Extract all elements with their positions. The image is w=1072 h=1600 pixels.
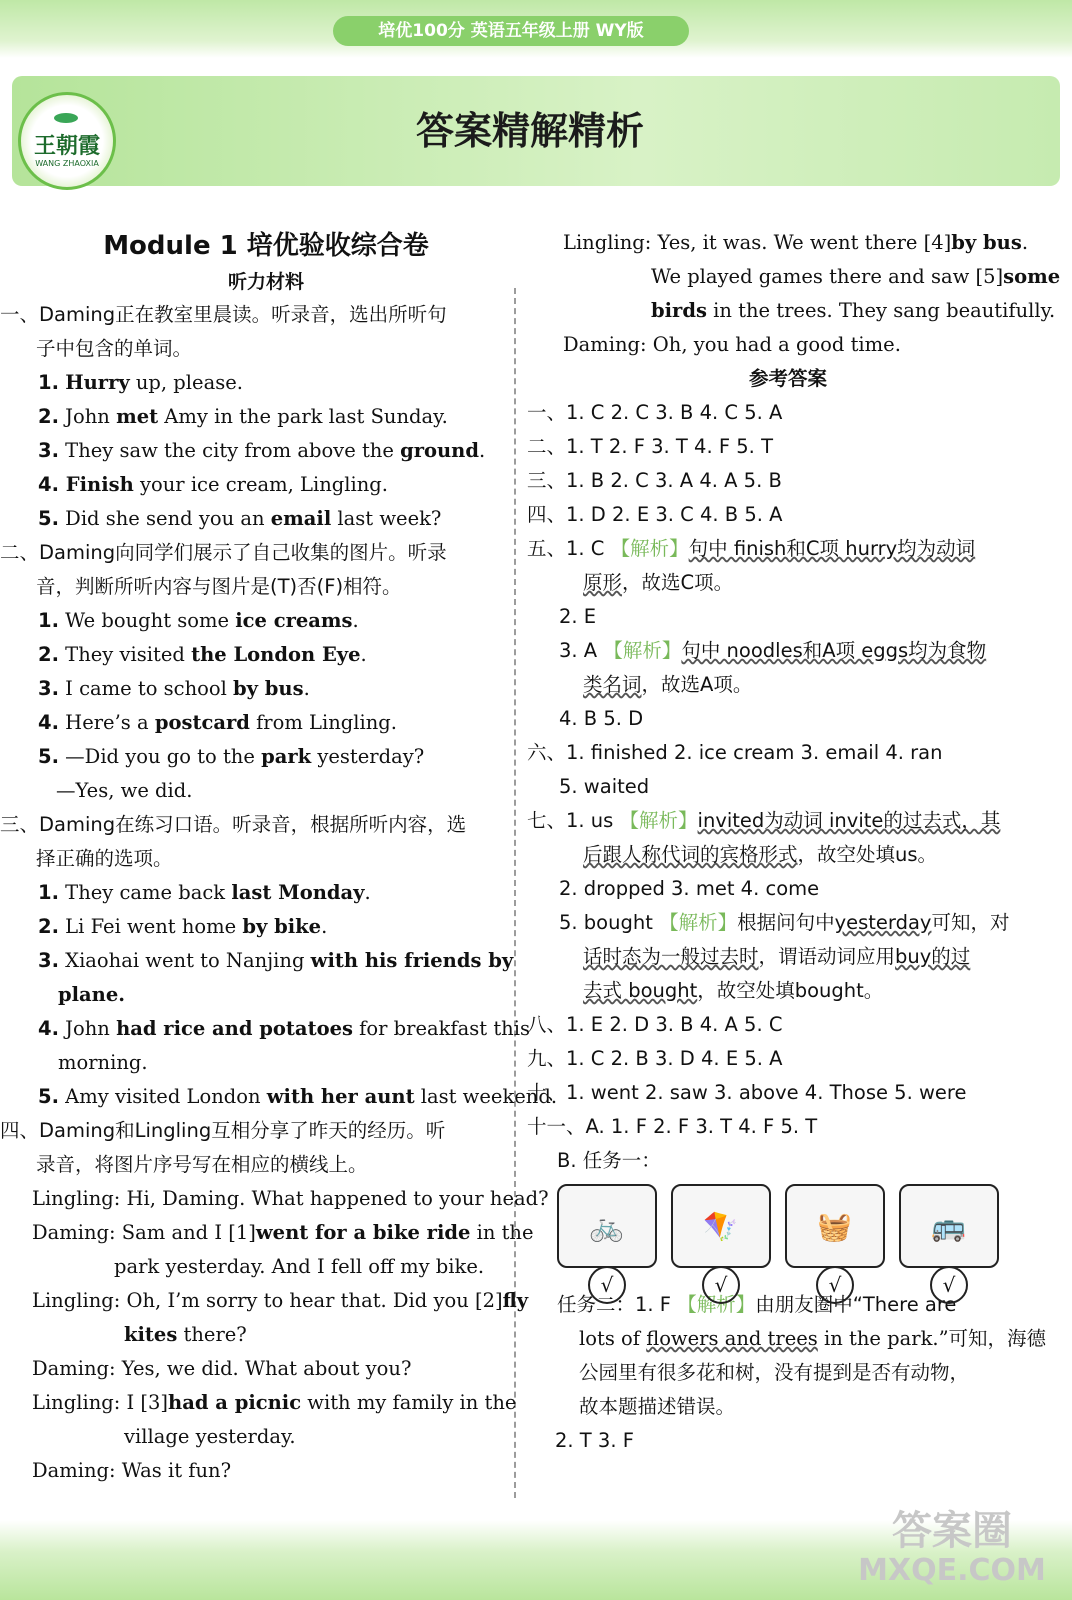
picture-picnic (785, 1184, 885, 1268)
section-1-heading: 一、Daming正在教室里晨读。听录音，选出所听句 (0, 303, 447, 326)
answer-row-cont: 类名词，故选A项。 (583, 673, 753, 696)
dialogue-line: Lingling: Oh, I’m sorry to hear that. Did you [2]fly (32, 1289, 529, 1312)
answer-row: 5. bought 【解析】根据问句中yesterday可知，对 (559, 911, 1010, 934)
list-item: 3. They saw the city from above the ground. (38, 439, 486, 462)
dialogue-line: Daming: Oh, you had a good time. (563, 333, 901, 356)
answer-row: 三、1. B 2. C 3. A 4. A 5. B (527, 469, 782, 492)
list-item: 5. Amy visited London with her aunt last weekend. (38, 1085, 558, 1108)
publisher-logo (18, 92, 116, 190)
dialogue-line-cont: village yesterday. (124, 1425, 296, 1448)
answer-row-cont: 后跟人称代词的宾格形式，故空处填us。 (583, 843, 938, 866)
answer-row-cont: 去式 bought，故空处填bought。 (583, 979, 884, 1002)
check-mark-icon: √ (930, 1266, 968, 1304)
list-item: 5. Did she send you an email last week? (38, 507, 442, 530)
task-two-row-cont: lots of flowers and trees in the park.”可知，海德 (579, 1327, 1047, 1350)
answer-row: 十一、A. 1. F 2. F 3. T 4. F 5. T (527, 1115, 818, 1138)
check-mark-icon: √ (588, 1266, 626, 1304)
list-item-cont: —Yes, we did. (56, 779, 193, 802)
answer-row: 5. waited (559, 775, 650, 798)
section-1-heading-cont: 子中包含的单词。 (36, 337, 193, 360)
list-item: 4. Here’s a postcard from Lingling. (38, 711, 397, 734)
answer-row-cont: 原形，故选C项。 (583, 571, 734, 594)
task-one-label: B. 任务一： (557, 1149, 661, 1172)
dialogue-line: Daming: Was it fun? (32, 1459, 232, 1482)
picture-fly-kites (671, 1184, 771, 1268)
listening-title: 听力材料 (227, 271, 304, 293)
left-column (0, 226, 558, 1488)
logo-eye-icon (54, 113, 78, 123)
bus-icon: 🚌 (931, 1210, 966, 1243)
check-mark-icon: √ (702, 1266, 740, 1304)
picture-bus (899, 1184, 999, 1268)
kite-icon: 🪁 (703, 1210, 738, 1243)
list-item: 2. They visited the London Eye. (38, 643, 367, 666)
list-item-cont: morning. (58, 1051, 148, 1074)
list-item: 2. Li Fei went home by bike. (38, 915, 328, 938)
section-3-heading-cont: 择正确的选项。 (36, 847, 173, 870)
page-title: 答案精解精析 (415, 109, 644, 153)
answer-row: 六、1. finished 2. ice cream 3. email 4. ran (527, 741, 943, 764)
dialogue-line: Daming: Sam and I [1]went for a bike ride in the (32, 1221, 534, 1244)
answer-row: 4. B 5. D (559, 707, 644, 730)
answer-row: 五、1. C 【解析】句中 finish和C项 hurry均为动词 (527, 537, 976, 560)
task-one-pictures (527, 1178, 1049, 1297)
list-item: 4. John had rice and potatoes for breakfast this (38, 1017, 530, 1040)
right-column (527, 226, 1061, 1458)
bike-icon: 🚲 (589, 1210, 624, 1243)
list-item: 3. I came to school by bus. (38, 677, 310, 700)
watermark: 答案圈 MXQE.COM (858, 1508, 1046, 1588)
answer-row-cont: 话时态为一般过去时，谓语动词应用buy的过 (583, 945, 971, 968)
answer-row: 2. E (559, 605, 597, 628)
check-mark-icon: √ (816, 1266, 854, 1304)
dialogue-line: Lingling: Yes, it was. We went there [4]by bus. (563, 231, 1029, 254)
list-item: 5. —Did you go to the park yesterday? (38, 745, 425, 768)
logo-text: 王朝霞 (33, 133, 100, 159)
answer-row: 十、1. went 2. saw 3. above 4. Those 5. were (527, 1081, 967, 1104)
dialogue-line-cont: kites there? (124, 1323, 247, 1346)
logo-subtitle: WANG ZHAOXIA (35, 159, 99, 168)
task-two-row-cont: 故本题描述错误。 (579, 1395, 736, 1418)
answer-row: 一、1. C 2. C 3. B 4. C 5. A (527, 401, 783, 424)
picnic-icon: 🧺 (817, 1210, 852, 1243)
section-4-heading-cont: 录音，将图片序号写在相应的横线上。 (36, 1153, 368, 1176)
dialogue-line-cont: birds in the trees. They sang beautifully. (651, 299, 1056, 322)
task-two-row: 任务二：1. F 【解析】由朋友圈中“There are (557, 1293, 957, 1316)
module-heading: Module 1 培优验收综合卷 (103, 231, 429, 261)
section-4-heading: 四、Daming和Lingling互相分享了昨天的经历。听 (0, 1119, 446, 1142)
picture-bike-ride (557, 1184, 657, 1268)
list-item: 1. Hurry up, please. (38, 371, 243, 394)
answer-row: 3. A 【解析】句中 noodles和A项 eggs均为食物 (559, 639, 987, 662)
section-2-heading: 二、Daming向同学们展示了自己收集的图片。听录 (0, 541, 447, 564)
task-two-row-cont: 公园里有很多花和树，没有提到是否有动物， (579, 1361, 970, 1384)
list-item-cont: plane. (58, 983, 126, 1006)
dialogue-line: Lingling: Hi, Daming. What happened to your head? (32, 1187, 549, 1210)
dialogue-line: Daming: Yes, we did. What about you? (32, 1357, 412, 1380)
section-3-heading: 三、Daming在练习口语。听录音，根据所听内容，选 (0, 813, 467, 836)
dialogue-line: Lingling: I [3]had a picnic with my family in the (32, 1391, 517, 1414)
answer-row: 二、1. T 2. F 3. T 4. F 5. T (527, 435, 773, 458)
answer-row: 九、1. C 2. B 3. D 4. E 5. A (527, 1047, 783, 1070)
list-item: 3. Xiaohai went to Nanjing with his friends by (38, 949, 514, 972)
analysis-tag: 【解析】 (603, 639, 682, 662)
answer-row: 八、1. E 2. D 3. B 4. A 5. C (527, 1013, 783, 1036)
dialogue-line-cont: park yesterday. And I fell off my bike. (114, 1255, 485, 1278)
section-2-heading-cont: 音，判断所听内容与图片是(T)否(F)相符。 (36, 575, 402, 598)
task-two-answers: 2. T 3. F (555, 1429, 634, 1452)
list-item: 4. Finish your ice cream, Lingling. (38, 473, 388, 496)
analysis-tag: 【解析】 (677, 1293, 756, 1316)
list-item: 2. John met Amy in the park last Sunday. (38, 405, 448, 428)
book-series-pill: 培优100分 英语五年级上册 WY版 (333, 16, 689, 46)
answers-title: 参考答案 (748, 367, 827, 390)
answer-row: 2. dropped 3. met 4. come (559, 877, 820, 900)
analysis-tag: 【解析】 (619, 809, 698, 832)
analysis-tag: 【解析】 (610, 537, 689, 560)
list-item: 1. They came back last Monday. (38, 881, 371, 904)
answer-row: 七、1. us 【解析】invited为动词 invite的过去式，其 (527, 809, 1001, 832)
list-item: 1. We bought some ice creams. (38, 609, 359, 632)
dialogue-line-cont: We played games there and saw [5]some (651, 265, 1061, 288)
analysis-tag: 【解析】 (659, 911, 738, 934)
answer-row: 四、1. D 2. E 3. C 4. B 5. A (527, 503, 783, 526)
